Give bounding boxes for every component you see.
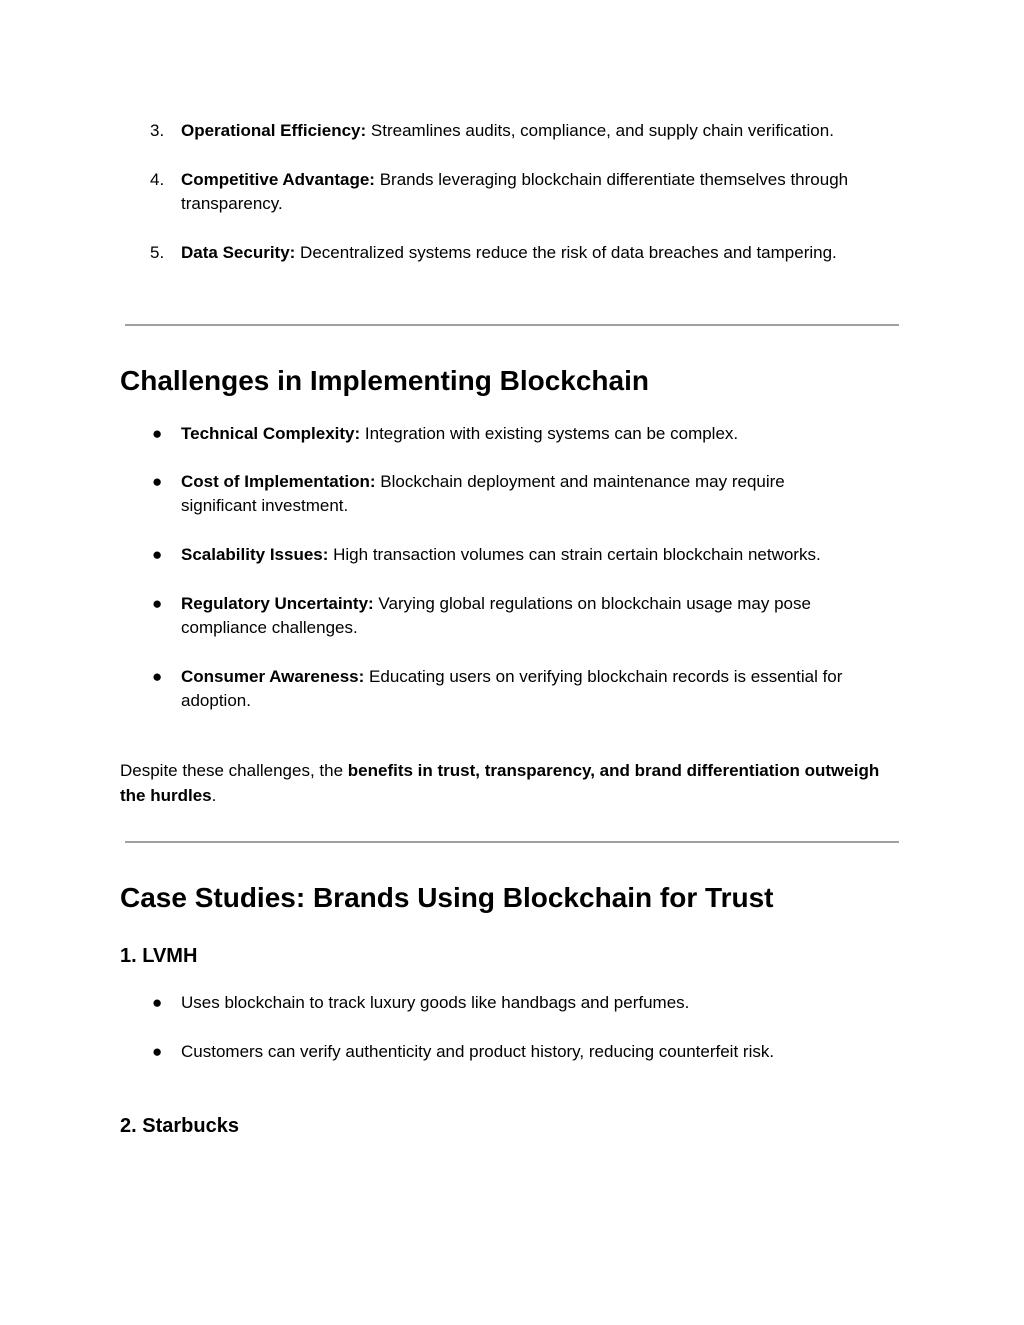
bullet-icon: ● bbox=[152, 472, 163, 491]
list-number: 3. bbox=[150, 121, 165, 140]
summary-bold: benefits in trust, transparency, and brand differentiation outweigh the hurdles bbox=[120, 761, 880, 805]
summary-end: . bbox=[211, 786, 217, 805]
item-text: Brands leveraging blockchain differentiate themselves through transparency. bbox=[181, 170, 849, 213]
list-item bbox=[181, 119, 911, 143]
item-term: Competitive Advantage: bbox=[181, 170, 375, 189]
item-term: Technical Complexity: bbox=[181, 424, 361, 443]
item-term: Data Security: bbox=[181, 243, 296, 262]
item-text: Blockchain deployment and maintenance may require significant investment. bbox=[181, 472, 785, 515]
item-term: Scalability Issues: bbox=[181, 545, 329, 564]
list-item bbox=[181, 470, 861, 518]
subsection-heading: 1. LVMH bbox=[120, 945, 198, 967]
item-term: Operational Efficiency: bbox=[181, 121, 367, 140]
item-text: Streamlines audits, compliance, and supply chain verification. bbox=[366, 121, 834, 140]
bullet-icon: ● bbox=[152, 667, 163, 686]
item-text: Decentralized systems reduce the risk of data breaches and tampering. bbox=[295, 243, 837, 262]
list-item bbox=[181, 422, 911, 446]
item-term: Consumer Awareness: bbox=[181, 667, 365, 686]
section-heading: Case Studies: Brands Using Blockchain for Trust bbox=[120, 882, 774, 913]
list-number: 4. bbox=[150, 170, 165, 189]
divider bbox=[125, 841, 899, 843]
list-item bbox=[181, 543, 911, 567]
subsection-heading: 2. Starbucks bbox=[120, 1115, 239, 1137]
summary-text: Despite these challenges, the bbox=[120, 761, 348, 780]
item-term: Regulatory Uncertainty: bbox=[181, 594, 374, 613]
item-text: Educating users on verifying blockchain records is essential for adoption. bbox=[181, 667, 843, 710]
list-item bbox=[181, 168, 911, 216]
item-text: Varying global regulations on blockchain usage may pose compliance challenges. bbox=[181, 594, 811, 637]
item-text: Integration with existing systems can be complex. bbox=[360, 424, 739, 443]
list-item bbox=[181, 665, 911, 713]
bullet-icon: ● bbox=[152, 1042, 163, 1061]
bullet-icon: ● bbox=[152, 545, 163, 564]
list-number: 5. bbox=[150, 243, 165, 262]
summary-paragraph bbox=[120, 758, 880, 808]
list-item bbox=[181, 592, 881, 640]
bullet-icon: ● bbox=[152, 993, 163, 1012]
bullet-icon: ● bbox=[152, 594, 163, 613]
list-item bbox=[181, 241, 911, 265]
section-heading: Challenges in Implementing Blockchain bbox=[120, 365, 649, 396]
item-term: Cost of Implementation: bbox=[181, 472, 376, 491]
divider bbox=[125, 324, 899, 326]
list-item: Uses blockchain to track luxury goods like handbags and perfumes. bbox=[181, 993, 690, 1012]
list-item: Customers can verify authenticity and product history, reducing counterfeit risk. bbox=[181, 1042, 775, 1061]
bullet-icon: ● bbox=[152, 424, 163, 443]
item-text: High transaction volumes can strain certain blockchain networks. bbox=[328, 545, 821, 564]
